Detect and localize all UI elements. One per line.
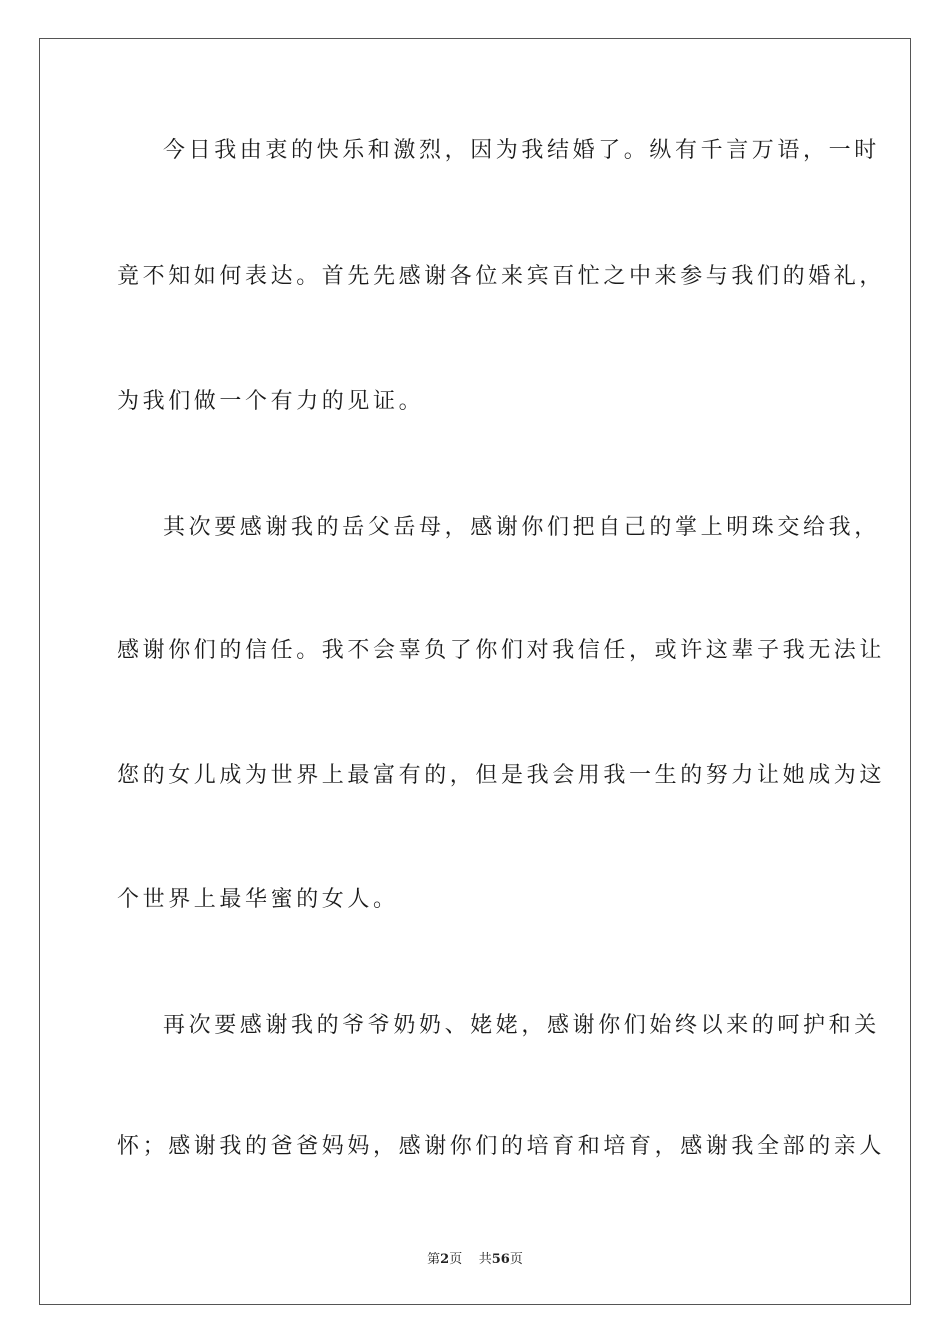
paragraph-2-line-2: 感谢你们的信任。我不会辜负了你们对我信任，或许这辈子我无法让 [117,638,886,663]
paragraph-3-line-2: 怀；感谢我的爸爸妈妈，感谢你们的培育和培育，感谢我全部的亲人 [117,1134,886,1159]
paragraph-2-line-4: 个世界上最华蜜的女人。 [117,887,399,912]
paragraph-1-line-2: 竟不知如何表达。首先先感谢各位来宾百忙之中来参与我们的婚礼， [117,264,886,289]
paragraph-1-line-1: 今日我由衷的快乐和激烈，因为我结婚了。纵有千言万语，一时 [163,138,880,163]
paragraph-2-line-3: 您的女儿成为世界上最富有的，但是我会用我一生的努力让她成为这 [117,763,886,788]
footer-page-suffix: 页 [449,1252,463,1267]
footer-total-pages: 56 [491,1252,510,1267]
page-border [39,38,911,1305]
footer-total-suffix: 页 [509,1252,523,1267]
footer-page-prefix: 第 [427,1252,441,1267]
paragraph-1-line-3: 为我们做一个有力的见证。 [117,389,425,414]
paragraph-3-line-1: 再次要感谢我的爷爷奶奶、姥姥，感谢你们始终以来的呵护和关 [163,1013,880,1038]
footer-page-number: 2 [440,1252,450,1267]
paragraph-2-line-1: 其次要感谢我的岳父岳母，感谢你们把自己的掌上明珠交给我， [163,515,880,540]
page-footer [0,1248,950,1267]
footer-total-prefix: 共 [478,1252,492,1267]
